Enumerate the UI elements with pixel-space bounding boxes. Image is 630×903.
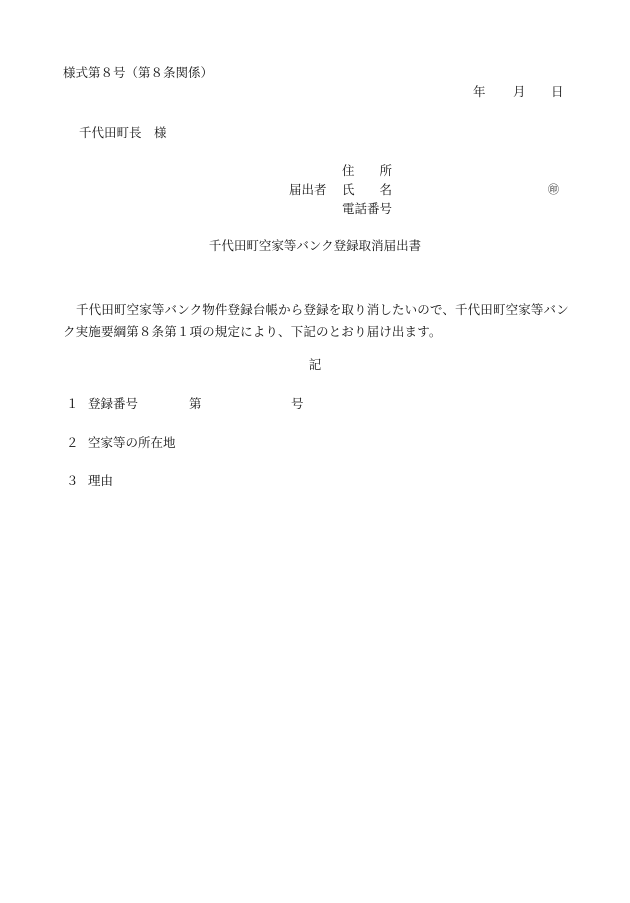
item-label: 空家等の所在地 [88,435,176,450]
addressee: 千代田町長 様 [79,125,167,140]
applicant-label: 届出者 [289,182,327,197]
address-label: 住 所 [342,163,393,178]
item-number: １ [66,396,79,411]
item-number: ３ [66,473,79,488]
phone-label: 電話番号 [342,201,393,216]
registration-prefix: 第 [189,396,202,411]
document-title [0,240,630,253]
item-label: 登録番号 [88,396,139,411]
date-year-label: 年 [473,84,486,99]
date-day-label: 日 [551,84,564,99]
registration-suffix: 号 [291,396,304,411]
date-month-label: 月 [513,84,526,99]
body-text: 千代田町空家等バンク物件登録台帳から登録を取り消したいので、千代田町空家等バンク実施要綱第８条第１項の規定により、下記のとおり届け出ます。 [63,302,569,339]
name-label: 氏 名 [342,182,393,197]
ki-heading: 記 [308,357,322,372]
form-number: 様式第８号（第８条関係） [63,65,214,80]
applicant-address-row [0,165,630,181]
item-label: 理由 [88,473,114,488]
document-title-text: 千代田町空家等バンク登録取消届出書 [208,238,422,253]
item-number: ２ [66,435,79,450]
applicant-phone-row [0,203,630,219]
applicant-name-row [0,184,630,200]
seal-icon: ㊞ [548,183,559,196]
